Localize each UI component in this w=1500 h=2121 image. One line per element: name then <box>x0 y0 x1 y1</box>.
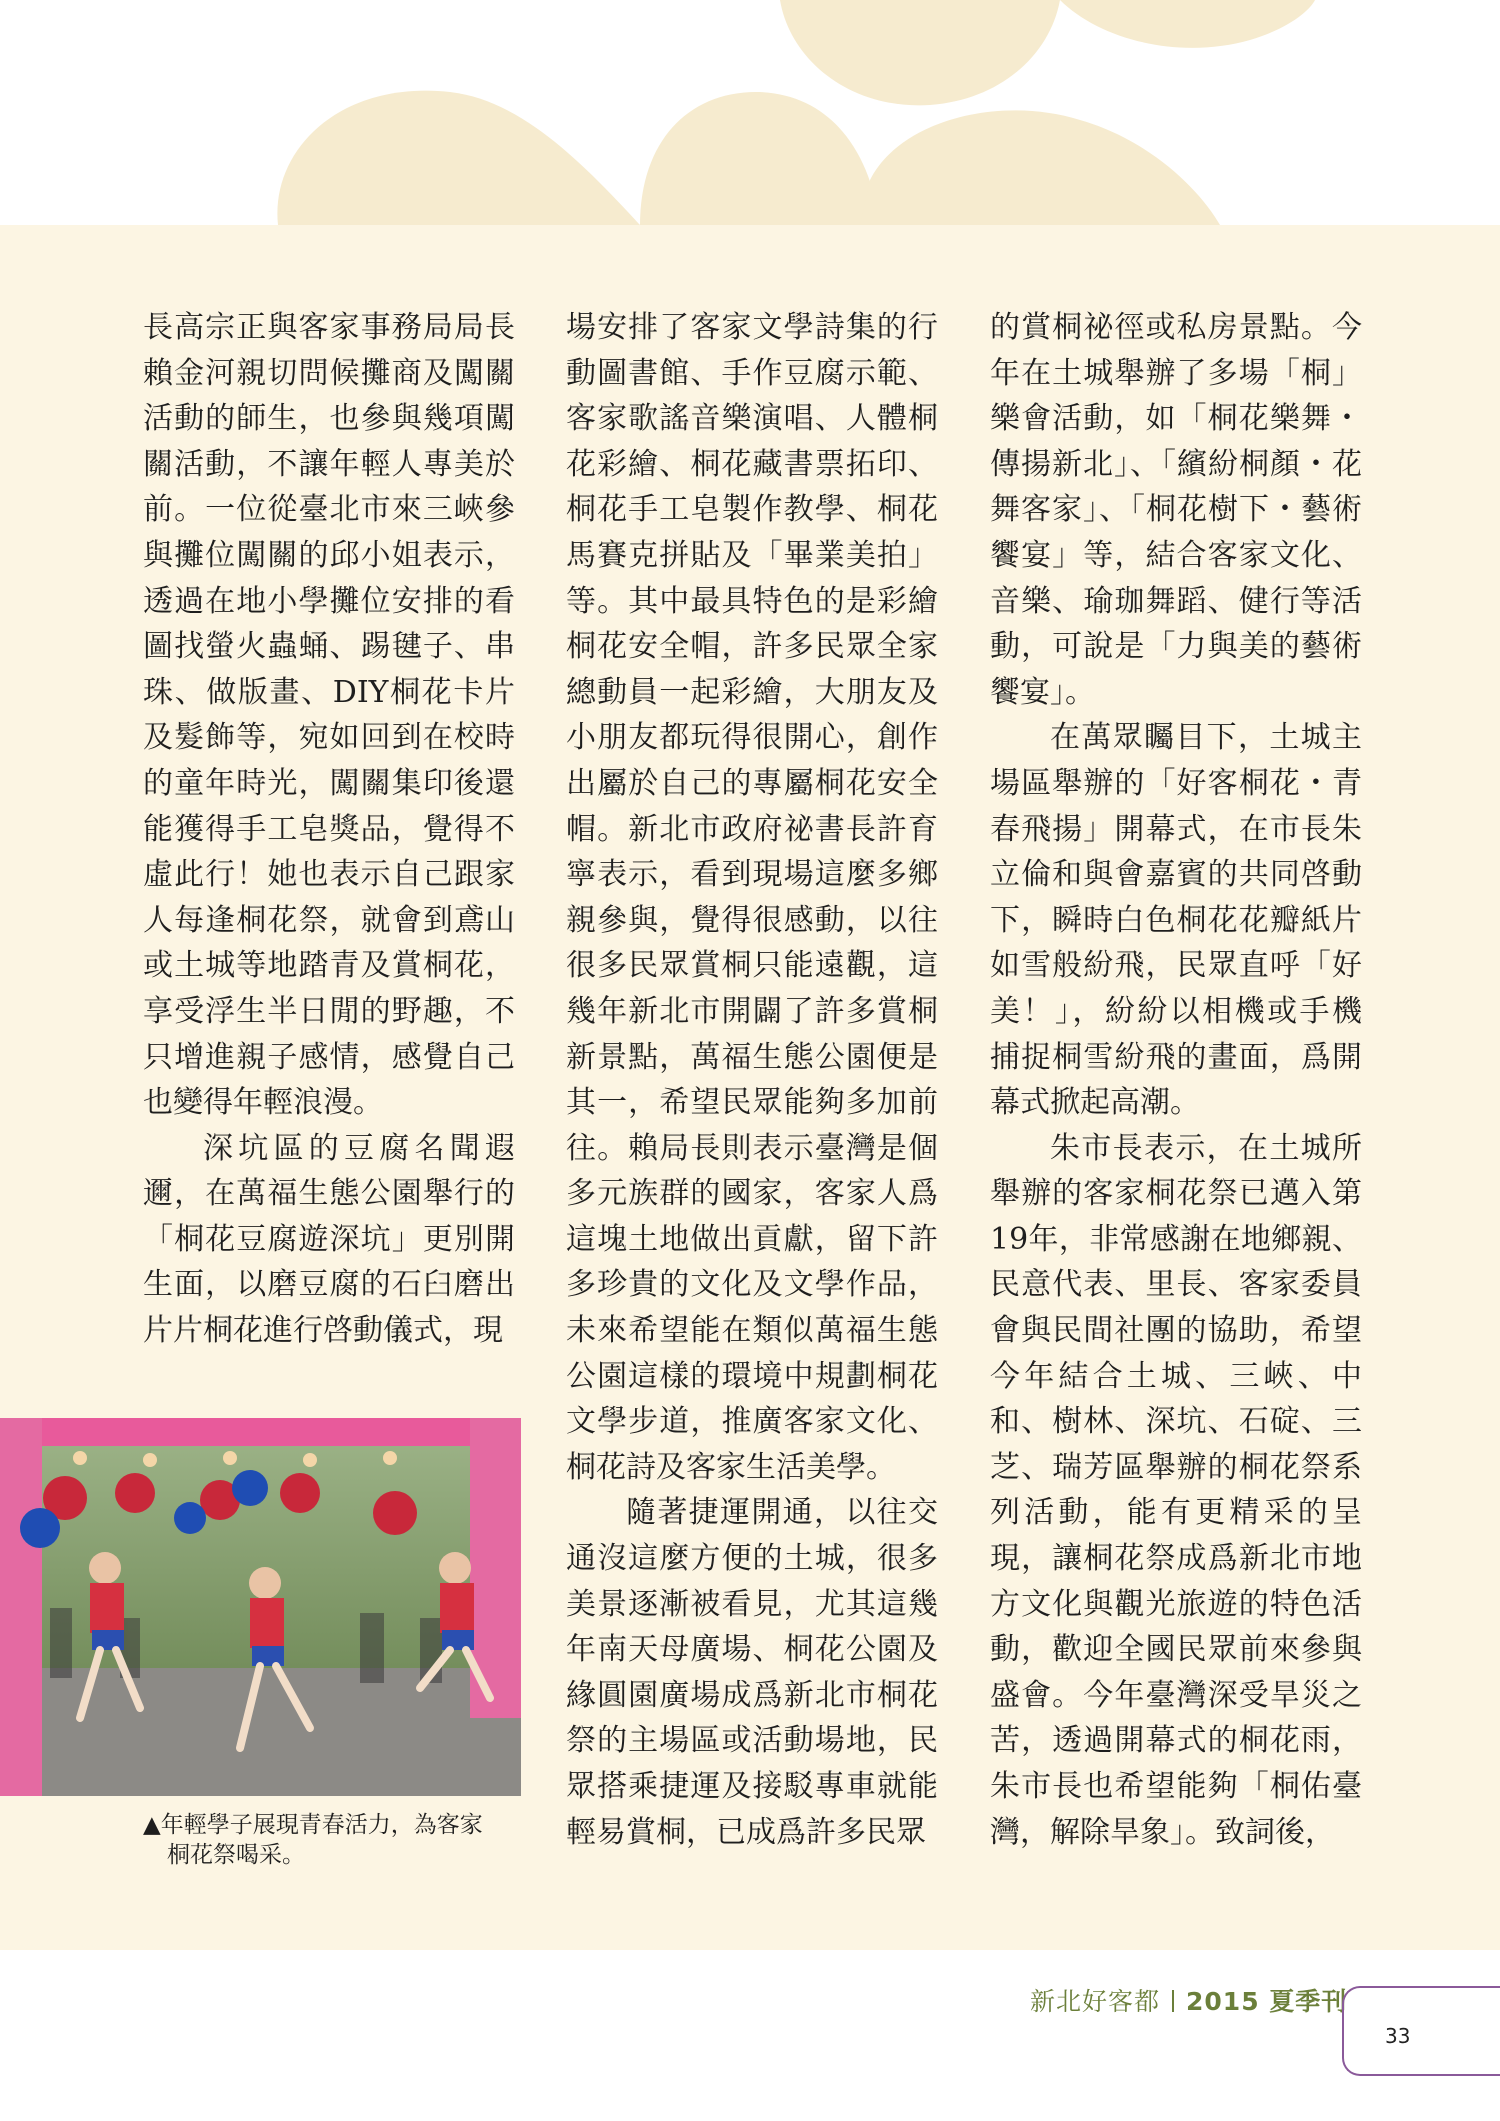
paragraph: 的賞桐祕徑或私房景點。今年在土城舉辦了多場「桐」樂會活動，如「桐花樂舞・傳揚新北」、「繽紛桐顏・花舞客家」、「桐花樹下・藝術饗宴」等，結合客家文化、音樂、瑜珈舞蹈、健行等活動，可說是「力與美的藝術饗宴」。 <box>990 310 1362 710</box>
paragraph: 深坑區的豆腐名聞遐邇，在萬福生態公園舉行的「桐花豆腐遊深坑」更別開生面，以磨豆腐的石臼磨出片片桐花進行啓動儀式，現 <box>143 1130 515 1349</box>
magazine-name: 新北好客都 <box>1030 1987 1161 2016</box>
tung-blossom-decoration <box>0 0 1500 240</box>
caption-line: ▲年輕學子展現青春活力，為客家 <box>143 1812 483 1838</box>
footer-divider <box>1172 1990 1174 2012</box>
text-column-1 <box>143 305 515 1354</box>
page-number: 33 <box>1385 2024 1411 2048</box>
text-column-3 <box>990 305 1362 1855</box>
photo-caption <box>143 1810 528 1870</box>
cheerleaders-photo <box>0 1418 521 1796</box>
page-number-frame <box>1342 1986 1500 2076</box>
paragraph: 朱市長表示，在土城所舉辦的客家桐花祭已邁入第19年，非常感謝在地鄉親、民意代表、里長、客家委員會與民間社團的協助，希望今年結合土城、三峽、中和、樹林、深坑、石碇、三芝、瑞芳區舉辦的桐花祭系列活動，能有更精采的呈現，讓桐花祭成爲新北市地方文化與觀光旅遊的特色活動，歡迎全國民眾前來參與盛會。今年臺灣深受旱災之苦，透過開幕式的桐花雨，朱市長也希望能夠「桐佑臺灣，解除旱象」。致詞後， <box>990 1130 1362 1850</box>
text-column-2 <box>566 305 938 1855</box>
footer-title <box>1030 1982 1347 2018</box>
paragraph: 長高宗正與客家事務局局長賴金河親切問候攤商及闖關活動的師生，也參與幾項闖關活動，不讓年輕人專美於前。一位從臺北市來三峽參與攤位闖關的邱小姐表示，透過在地小學攤位安排的看圖找螢火蟲蛹、踢毽子、串珠、做版畫、DIY桐花卡片及髮飾等，宛如回到在校時的童年時光，闖關集印後還能獲得手工皂獎品，覺得不虛此行！她也表示自己跟家人每逢桐花祭，就會到鳶山或土城等地踏青及賞桐花，享受浮生半日閒的野趣，不只增進親子感情，感覺自己也變得年輕浪漫。 <box>143 310 515 1121</box>
footer-band <box>0 1950 1500 2121</box>
paragraph: 場安排了客家文學詩集的行動圖書館、手作豆腐示範、客家歌謠音樂演唱、人體桐花彩繪、桐花藏書票拓印、桐花手工皂製作教學、桐花馬賽克拼貼及「畢業美拍」等。其中最具特色的是彩繪桐花安全帽，許多民眾全家總動員一起彩繪，大朋友及小朋友都玩得很開心，創作出屬於自己的專屬桐花安全帽。新北市政府祕書長許育寧表示，看到現場這麼多鄉親參與，覺得很感動，以往很多民眾賞桐只能遠觀，這幾年新北市開闢了許多賞桐新景點，萬福生態公園便是其一，希望民眾能夠多加前往。賴局長則表示臺灣是個多元族群的國家，客家人爲這塊土地做出貢獻，留下許多珍貴的文化及文學作品，未來希望能在類似萬福生態公園這樣的環境中規劃桐花文學步道，推廣客家文化、桐花詩及客家生活美學。 <box>566 310 938 1485</box>
caption-line: 桐花祭喝采。 <box>167 1842 305 1868</box>
paragraph: 在萬眾矚目下，土城主場區舉辦的「好客桐花・青春飛揚」開幕式，在市長朱立倫和與會嘉賓的共同啓動下，瞬時白色桐花花瓣紙片如雪般紛飛，民眾直呼「好美！」，紛紛以相機或手機捕捉桐雪紛飛的畫面，爲開幕式掀起高潮。 <box>990 720 1362 1121</box>
paragraph: 隨著捷運開通，以往交通沒這麼方便的土城，很多美景逐漸被看見，尤其這幾年南天母廣場、桐花公園及緣圓園廣場成爲新北市桐花祭的主場區或活動場地，民眾搭乘捷運及接駁專車就能輕易賞桐，已成爲許多民眾 <box>566 1495 938 1850</box>
issue-label: 2015 夏季刊 <box>1186 1987 1348 2016</box>
